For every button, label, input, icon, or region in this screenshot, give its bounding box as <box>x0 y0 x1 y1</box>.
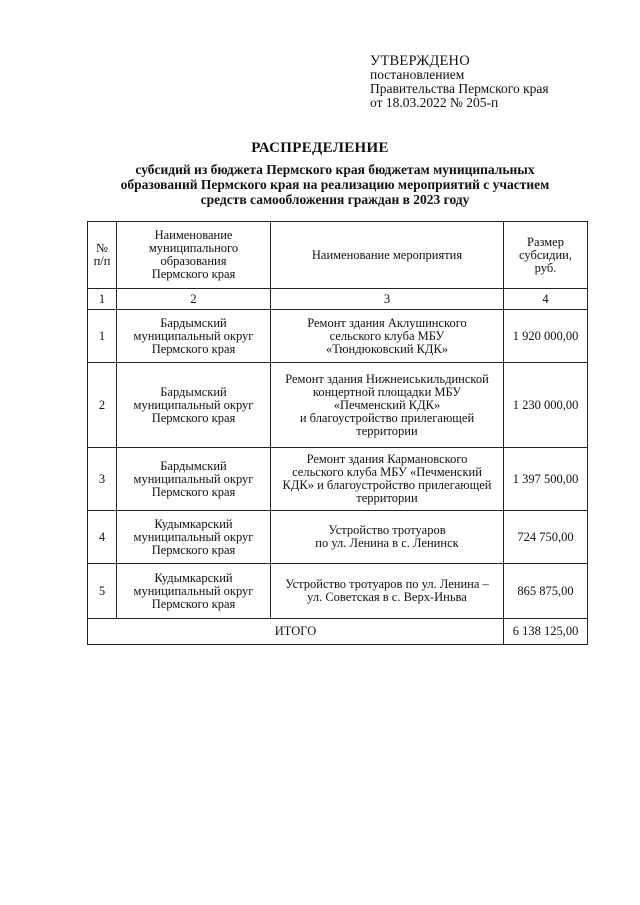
total-label: ИТОГО <box>88 619 504 645</box>
row-municipality: Кудымкарский муниципальный округ Пермского края <box>117 564 271 619</box>
approval-heading: УТВЕРЖДЕНО <box>370 53 470 69</box>
row-num: 1 <box>88 310 117 363</box>
row-num: 4 <box>88 511 117 564</box>
row-amount: 1 397 500,00 <box>504 448 588 511</box>
header-event: Наименование мероприятия <box>271 222 504 289</box>
total-amount: 6 138 125,00 <box>504 619 588 645</box>
row-municipality: Бардымский муниципальный округ Пермского края <box>117 363 271 448</box>
row-amount: 865 875,00 <box>504 564 588 619</box>
row-num: 3 <box>88 448 117 511</box>
row-event: Ремонт здания Аклушинского сельского клуба МБУ «Тюндюковский КДК» <box>271 310 504 363</box>
row-amount: 1 230 000,00 <box>504 363 588 448</box>
document-subtitle <box>95 162 575 207</box>
table-row <box>88 310 588 363</box>
total-row <box>88 619 588 645</box>
row-event: Ремонт здания Нижнеиськильдинской концертной площадки МБУ «Печменский КДК» и благоустройство прилегающей территории <box>271 363 504 448</box>
header-num: № п/п <box>88 222 117 289</box>
table-header-row <box>88 222 588 289</box>
approval-line-1: постановлением <box>370 67 465 82</box>
column-index: 3 <box>271 289 504 310</box>
row-event: Устройство тротуаров по ул. Ленина – ул. Советская в с. Верх-Иньва <box>271 564 504 619</box>
header-amount: Размер субсидии, руб. <box>504 222 588 289</box>
row-num: 2 <box>88 363 117 448</box>
approval-line-2: Правительства Пермского края <box>370 81 549 96</box>
column-index: 4 <box>504 289 588 310</box>
approval-line-3: от 18.03.2022 № 205-п <box>370 95 499 110</box>
column-index: 1 <box>88 289 117 310</box>
row-amount: 1 920 000,00 <box>504 310 588 363</box>
document-title: РАСПРЕДЕЛЕНИЕ <box>251 140 389 156</box>
table-row <box>88 564 588 619</box>
subsidy-table <box>87 221 588 645</box>
row-municipality: Кудымкарский муниципальный округ Пермского края <box>117 511 271 564</box>
approval-stamp <box>370 54 620 110</box>
header-municipality: Наименование муниципального образования Пермского края <box>117 222 271 289</box>
subtitle-line: субсидий из бюджета Пермского края бюджетам муниципальных <box>135 162 535 177</box>
row-municipality: Бардымский муниципальный округ Пермского края <box>117 310 271 363</box>
table-row <box>88 448 588 511</box>
row-num: 5 <box>88 564 117 619</box>
table-row <box>88 363 588 448</box>
column-index: 2 <box>117 289 271 310</box>
row-event: Ремонт здания Кармановского сельского клуба МБУ «Печменский КДК» и благоустройство прилегающей территории <box>271 448 504 511</box>
column-index-row <box>88 289 588 310</box>
row-event: Устройство тротуаров по ул. Ленина в с. Ленинск <box>271 511 504 564</box>
subtitle-line: средств самообложения граждан в 2023 году <box>200 192 470 207</box>
row-amount: 724 750,00 <box>504 511 588 564</box>
table-row <box>88 511 588 564</box>
subtitle-line: образований Пермского края на реализацию мероприятий с участием <box>120 177 550 192</box>
row-municipality: Бардымский муниципальный округ Пермского края <box>117 448 271 511</box>
